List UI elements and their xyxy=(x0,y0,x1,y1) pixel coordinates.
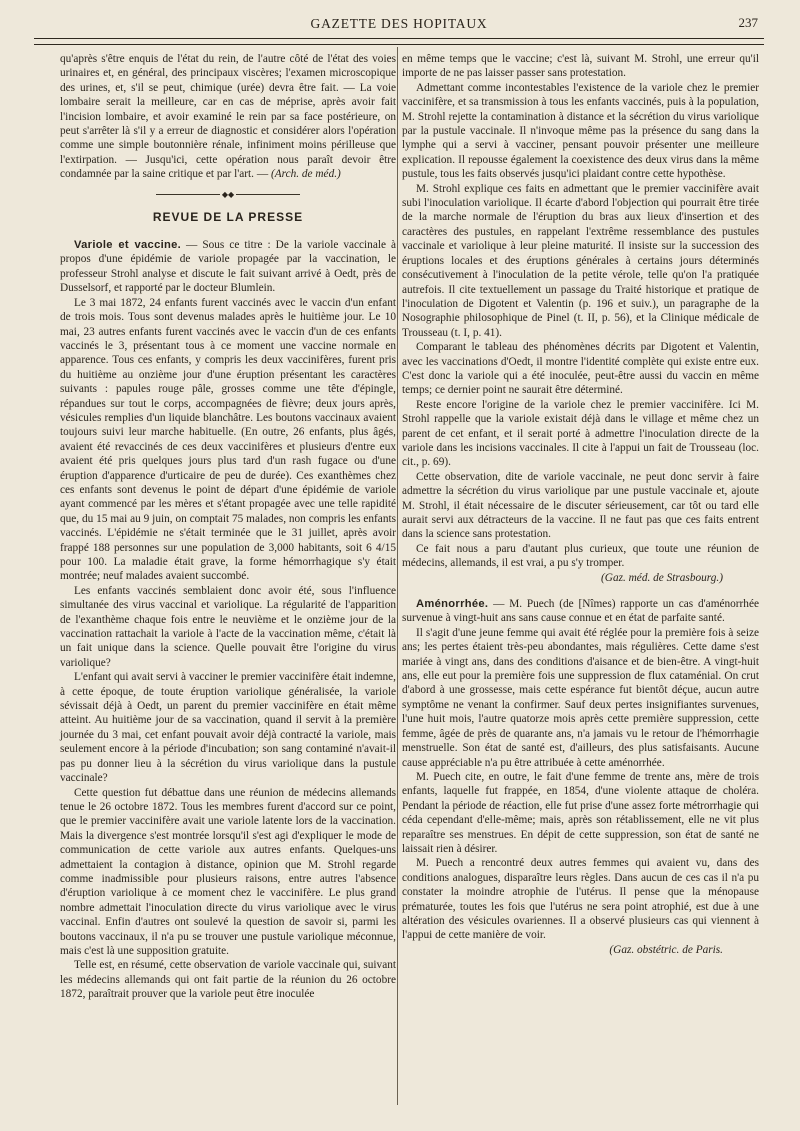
separator-ornament: ◆◆ xyxy=(221,189,235,199)
article-paragraph: Admettant comme incontestables l'existence de la variole chez le premier vaccinifère, et sa transmission à tous les enfants vaccinés, puis à la population, M. Strohl rejette la contamination à distance et la sécrétion du virus variolique par la pustule vaccinale. Il n'invoque même pas la présence du sang dans la lymphe qui a servi à vacciner, pensant pouvoir présenter une meilleure explication. Il repousse également la coexistence des deux virus dans la même pustule, tous les faits observés jusqu'ici plaidant contre cette hypothèse. xyxy=(402,81,759,181)
source-citation: (Arch. de méd.) xyxy=(270,168,341,181)
section-title: REVUE DE LA PRESSE xyxy=(152,209,304,224)
column-divider xyxy=(397,47,398,1105)
separator-line xyxy=(236,194,300,195)
article-paragraph xyxy=(60,238,396,296)
separator-line xyxy=(156,194,220,195)
source-citation: (Gaz. méd. de Strasbourg.) xyxy=(601,571,723,584)
header-rule-thick xyxy=(34,38,764,39)
article-paragraph: Cette observation, dite de variole vaccinale, ne peut donc servir à faire admettre la sécrétion du virus variolique par une pustule vaccinale et, ajoute M. Strohl, il était nécessaire de le discuter sérieusement, car tôt ou tard elle aurait servi aux détracteurs de la vaccine. Il ne faut pas que ces faits entrent dans la science sans protestation. xyxy=(402,470,759,541)
header-rule-thin xyxy=(34,44,764,45)
right-column xyxy=(402,52,759,957)
paragraph-text: — Sous ce titre : De la variole vaccinale à propos d'une épidémie de variole propagée par la vaccination, le professeur Strohl analyse et discute le fait suivant arrivé à Oedt, près de Dusselsorf, et rapporté par le docteur Blumlein. xyxy=(60,239,396,295)
paragraph-text: — M. Puech (de [Nîmes) rapporte un cas d'aménorrhée survenue à vingt-huit ans sans cause connue et en état de parfaite santé. xyxy=(402,598,759,625)
section-separator xyxy=(60,186,396,204)
article-paragraph: M. Puech cite, en outre, le fait d'une femme de trente ans, mère de trois enfants, laquelle fut frappée, en 1854, d'une violente attaque de choléra. Pendant la période de réaction, elle fut prise d'une assez forte métrorrhagie qui céda cependant d'elle-même; mais, après son rétablissement, elle ne vit plus reparaître ses menstrues. En dépit de cette suppression, son état de santé ne laissait rien à désirer. xyxy=(402,770,759,855)
article-continuation xyxy=(60,52,396,182)
article-paragraph: Il s'agit d'une jeune femme qui avait été réglée pour la première fois à seize ans; les pertes étaient très-peu abondantes, mais régulières. Cette dame s'est mariée à vingt ans, dans des conditions d'aisance et de bien-être. A vingt-huit ans, elle eut pour la première fois une suppression de flux cataménial. On crut d'abord à une grossesse, mais cette espérance fut bientôt déçue, aucun autre symptôme ne venant la confirmer. Sauf deux pertes insignifiantes survenues, l'une huit mois, l'autre quatorze mois après cette première suppression, cette femme, âgée de près de quarante ans, n'a jamais vu le retour de l'hémorrhagie menstruelle. Son état de santé est, d'ailleurs, des plus satisfaisants. Aucune cause appréciable n'a pu être attribuée à cette aménorrhée. xyxy=(402,626,759,769)
page-header xyxy=(34,14,764,36)
article-paragraph: Ce fait nous a paru d'autant plus curieux, que toute une réunion de médecins, allemands, il est vrai, a pu s'y tromper. xyxy=(402,542,759,570)
article-paragraph: M. Strohl explique ces faits en admettant que le premier vaccinifère avait subi l'inoculation variolique. Il écarte d'abord l'objection qui pourrait être tirée de la marche normale de l'éruption du bras aux lieux d'insertion et des caractères des pustules, en rappelant l'extrême ressemblance des pustules vaccinale et variolique à leur pleine maturité. Il insiste sur la succession des éruptions locales et des éruptions générales à certains jours déterminés consécutivement à l'inoculation de la petite vérole, telle qu'on l'a pratiquée autrefois. Il cite textuellement un passage du Traité historique et pratique de l'inoculation de Digotent et Valentin (p. 196 et suiv.), un paragraphe de la Nosographie philosophique de Pinel (t. II, p. 56), et la Clinique médicale de Trousseau (t. I, p. 41). xyxy=(402,182,759,339)
page-number: 237 xyxy=(738,15,758,30)
article-paragraph: L'enfant qui avait servi à vacciner le premier vaccinifère était indemne, à cette époque, de toute éruption variolique généralisée, la variole sévissait déjà à Oedt, un parent du premier vaccinifère en était même atteint. Au huitième jour de sa vaccination, quand il servit à la première journée du 3 mai, cet enfant pouvait avoir déjà contracté la variole, mais seulement encore à la période d'incubation; son sang contaminé n'avait-il pas pu donner lieu à la sécrétion du virus variolique dans la pustule vaccinale? xyxy=(60,671,396,785)
article-paragraph xyxy=(402,597,759,626)
article-paragraph: M. Puech a rencontré deux autres femmes qui avaient vu, dans des conditions analogues, disparaître leurs règles. Dans aucun de ces cas il n'a pu constater la moindre atrophie de l'utérus. Il pense que la ménopause prématurée, toutes les fois que l'utérus ne sera point atrophié, est due à une altération des vésicules ovariennes. Il a observé plusieurs cas qui viennent à l'appui de cette manière de voir. xyxy=(402,857,759,942)
article-lead-title: Variole et vaccine. xyxy=(74,239,182,252)
article-paragraph: Le 3 mai 1872, 24 enfants furent vaccinés avec le vaccin d'un enfant de trois mois. Tous sont devenus malades après le huitième jour. Le 10 mai, 23 autres enfants furent vaccinés avec le vaccin d'un de ces enfants vaccinés le 3, présentant tous à ce moment une vaccine normale en apparence. Tous ces enfants, y compris les deux vaccinifères, furent pris du huitième au onzième jour d'une éruption présentant les caractères suivants : papules rouge pâle, grosses comme une tête d'épingle, répandues sur tout le corps, accompagnées de fièvre; deux jours après, vésicules remplies d'un liquide blanchâtre. Les boutons vaccinaux avaient toujours suivi leur marche habituelle. (En outre, 26 enfants, plus âgés, avaient été revaccinés de ces deux vaccinifères et plusieurs d'entre eux avaient été pris quelques jours plus tard d'un rash fugace ou d'une éruption d'apparence d'urticaire de peu de durée). Ces exanthèmes chez ces enfants sont devenus le point de départ d'une épidémie de variole ayant commencé par les mères et s'étant propagée avec une telle rapidité que, du 15 mai au 9 juin, on comptait 75 malades, non compris les enfants vaccinés. L'épidémie ne s'était terminée que le 31 juillet, après avoir frappé 188 personnes sur une population de 3,000 habitants, soit 6 4/15 pour 100. La maladie était grave, la forme hémorrhagique s'y était montrée; neuf malades avaient succombé. xyxy=(60,296,396,583)
article-paragraph: Comparant le tableau des phénomènes décrits par Digotent et Valentin, avec les vaccinations d'Oedt, il montre l'identité complète qui existe entre eux. C'est donc la variole qui a été inoculée, peut-être aussi du vaccin en même temps; ce dernier point ne saurait être déterminé. xyxy=(402,341,759,397)
article-paragraph: Les enfants vaccinés semblaient donc avoir été, sous l'influence simultanée des virus vaccinal et variolique. La régularité de l'apparition de l'exanthème chaque fois entre le neuvième et le onzième jour de la vaccination rattachait la variole à l'acte de la vaccination même, c'était là un fait unique dans la science. Quelle pouvait être l'origine du virus variolique? xyxy=(60,584,396,669)
journal-title: GAZETTE DES HOPITAUX xyxy=(310,16,488,31)
left-column xyxy=(60,52,396,1002)
article-paragraph: Telle est, en résumé, cette observation de variole vaccinale qui, suivant les médecins allemands qui ont fait partie de la réunion du 26 octobre 1872, paraîtrait prouver que la variole peut être inoculée xyxy=(60,959,396,1001)
article-lead-title: Aménorrhée. xyxy=(416,598,489,611)
article-paragraph: Cette question fut débattue dans une réunion de médecins allemands tenue le 26 octobre 1872. Tous les membres furent d'accord sur ce point, que le premier vaccinifère avait une variole latente lors de la vaccination. Mais la divergence s'est montrée lorsqu'il s'est agi d'expliquer le mode de communication de cette variole aux autres enfants. Quelques-uns admettaient la contagion à distance, opinion que M. Strohl regarde comme inadmissible pour plusieurs raisons, entre autres l'absence d'éruption variolique à ce moment chez le vaccinifère. Le plus grand nombre admettait l'inoculation directe du virus variolique avec le virus vaccinal. Enfin d'autres ont soulevé la question de savoir si, parmi les boutons vaccinaux, il n'a pu se trouver une pustule variolique méconnue, mais c'est là une supposition gratuite. xyxy=(60,786,396,957)
spacer xyxy=(402,585,759,597)
article-paragraph: en même temps que le vaccine; c'est là, suivant M. Strohl, une erreur qu'il importe de ne pas laisser passer sans protestation. xyxy=(402,53,759,80)
article-paragraph: Reste encore l'origine de la variole chez le premier vaccinifère. Ici M. Strohl rappelle que la variole existait déjà dans le village et même chez un parent de cet enfant, et il serait porté à admettre l'inoculation directe de la variole dans les incisions vaccinales. Il cite à l'appui un fait de Trousseau (loc. cit., p. 69). xyxy=(402,398,759,469)
paragraph-text: qu'après s'être enquis de l'état du rein, de l'autre côté de l'état des voies urinaires et, en général, des principaux viscères; l'examen microscopique des urines, et, s'il se peut, chimique (urée) devra être fait. — La voie lombaire serait la meilleure, car en cas de méprise, après avoir fait l'incision lombaire, et avoir examiné le rein par sa face postérieure, on peut s'arrêter là s'il y a erreur de diagnostic et considérer alors l'opération comme une simple boutonnière rénale, infiniment moins périlleuse que l'extirpation. — Jusqu'ici, cette opération nous paraît devoir être condamnée par la saine critique et par l'art. — xyxy=(60,53,396,181)
source-citation: (Gaz. obstétric. de Paris. xyxy=(609,943,723,956)
